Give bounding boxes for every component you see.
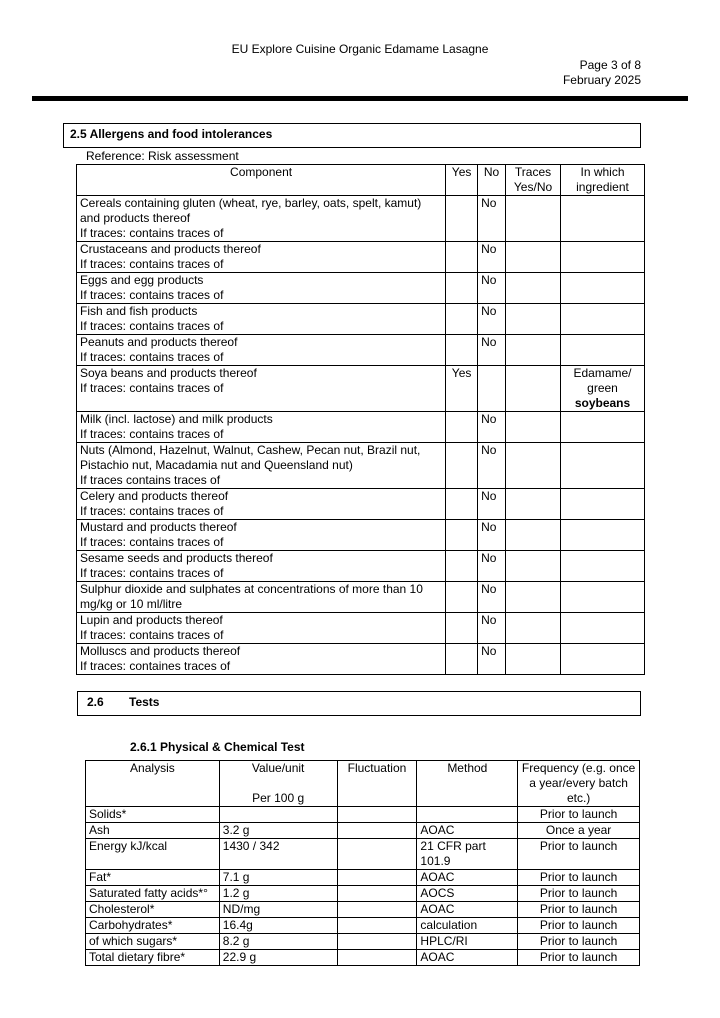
- col-analysis: Analysis: [86, 761, 220, 807]
- test-frequency: Prior to launch: [518, 886, 640, 902]
- allergen-row: [77, 273, 645, 304]
- section-heading-allergens: [63, 123, 641, 148]
- test-row: [86, 839, 640, 870]
- test-value: 1430 / 342: [219, 839, 337, 870]
- allergen-no: No: [478, 551, 506, 582]
- col-component: Component: [77, 165, 446, 196]
- section-heading-allergens-text: 2.5 Allergens and food intolerances: [70, 127, 273, 141]
- allergen-yes: [446, 242, 478, 273]
- allergen-traces: [506, 366, 561, 412]
- allergen-component: [77, 582, 446, 613]
- allergen-no: No: [478, 412, 506, 443]
- col-traces: Traces Yes/No: [506, 165, 561, 196]
- allergen-ingredient: [561, 443, 645, 489]
- test-value: 16.4g: [219, 918, 337, 934]
- allergen-row: [77, 489, 645, 520]
- col-method: Method: [417, 761, 518, 807]
- allergen-ingredient: [561, 196, 645, 242]
- test-frequency: Prior to launch: [518, 918, 640, 934]
- allergen-component-line: If traces: contains traces of: [80, 226, 224, 240]
- test-value: 8.2 g: [219, 934, 337, 950]
- page-number: Page 3 of 8: [579, 58, 641, 72]
- allergen-component-line: If traces: contains traces of: [80, 381, 224, 395]
- allergen-yes: Yes: [446, 366, 478, 412]
- test-analysis: of which sugars*: [86, 934, 220, 950]
- allergen-component-line: Fish and fish products: [80, 304, 198, 318]
- allergen-component: [77, 443, 446, 489]
- allergen-row: [77, 613, 645, 644]
- allergen-yes: [446, 489, 478, 520]
- allergen-no: No: [478, 613, 506, 644]
- allergen-component-line: Molluscs and products thereof: [80, 644, 241, 658]
- allergen-row: [77, 412, 645, 443]
- test-analysis: Saturated fatty acids*°: [86, 886, 220, 902]
- allergen-ingredient: [561, 520, 645, 551]
- allergen-component: [77, 335, 446, 366]
- test-method: AOCS: [417, 886, 518, 902]
- allergen-yes: [446, 273, 478, 304]
- allergen-row: [77, 644, 645, 675]
- allergen-row: [77, 520, 645, 551]
- allergen-traces: [506, 412, 561, 443]
- test-row: [86, 886, 640, 902]
- allergen-component-line: Eggs and egg products: [80, 273, 204, 287]
- test-analysis: Carbohydrates*: [86, 918, 220, 934]
- test-fluctuation: [337, 902, 417, 918]
- document-date: February 2025: [562, 73, 641, 87]
- allergen-component-line: Nuts (Almond, Hazelnut, Walnut, Cashew, Pecan nut, Brazil nut,: [80, 443, 421, 457]
- allergen-ingredient: [561, 242, 645, 273]
- allergen-yes: [446, 304, 478, 335]
- allergen-component-line: If traces: contains traces of: [80, 257, 224, 271]
- allergen-ingredient: [561, 273, 645, 304]
- allergen-component: [77, 644, 446, 675]
- allergen-no: No: [478, 582, 506, 613]
- test-analysis: Fat*: [86, 870, 220, 886]
- allergen-no: No: [478, 304, 506, 335]
- allergen-component: [77, 489, 446, 520]
- test-frequency: Prior to launch: [518, 839, 640, 870]
- allergen-ingredient: [561, 613, 645, 644]
- allergen-component-line: Sesame seeds and products thereof: [80, 551, 273, 565]
- test-frequency: Prior to launch: [518, 870, 640, 886]
- allergen-no: No: [478, 443, 506, 489]
- col-fluctuation: Fluctuation: [337, 761, 417, 807]
- allergen-ingredient: [561, 582, 645, 613]
- allergen-traces: [506, 196, 561, 242]
- allergen-no: No: [478, 335, 506, 366]
- allergen-yes: [446, 196, 478, 242]
- allergen-row: [77, 335, 645, 366]
- test-value: [219, 807, 337, 823]
- allergen-yes: [446, 551, 478, 582]
- allergen-row: [77, 196, 645, 242]
- allergen-component: [77, 304, 446, 335]
- test-frequency: Prior to launch: [518, 934, 640, 950]
- allergen-ingredient: [561, 366, 645, 412]
- col-yes: Yes: [446, 165, 478, 196]
- allergen-component-line: mg/kg or 10 ml/litre: [80, 597, 183, 611]
- test-method: HPLC/RI: [417, 934, 518, 950]
- allergen-no: [478, 366, 506, 412]
- section-heading-tests: [77, 691, 641, 716]
- test-row: [86, 870, 640, 886]
- test-value: 22.9 g: [219, 950, 337, 966]
- allergen-table-body: [77, 196, 645, 675]
- test-row: [86, 902, 640, 918]
- test-frequency: Prior to launch: [518, 902, 640, 918]
- col-frequency: Frequency (e.g. once a year/every batch etc.): [518, 761, 640, 807]
- test-frequency: Once a year: [518, 823, 640, 839]
- test-value: ND/mg: [219, 902, 337, 918]
- allergen-traces: [506, 304, 561, 335]
- test-value: 1.2 g: [219, 886, 337, 902]
- allergen-no: No: [478, 273, 506, 304]
- test-frequency: Prior to launch: [518, 807, 640, 823]
- allergen-yes: [446, 582, 478, 613]
- allergen-no: No: [478, 520, 506, 551]
- allergen-traces: [506, 489, 561, 520]
- allergen-component: [77, 412, 446, 443]
- allergen-ingredient-bold: soybeans: [574, 396, 631, 410]
- allergen-traces: [506, 644, 561, 675]
- allergen-ingredient: [561, 335, 645, 366]
- test-row: [86, 950, 640, 966]
- tests-table-body: [86, 807, 640, 966]
- allergen-row: [77, 242, 645, 273]
- allergen-component: [77, 242, 446, 273]
- subsection-heading: 2.6.1 Physical & Chemical Test: [130, 740, 305, 754]
- allergen-component: [77, 613, 446, 644]
- test-fluctuation: [337, 839, 417, 870]
- test-method: AOAC: [417, 902, 518, 918]
- allergen-component: [77, 196, 446, 242]
- col-per-100g: Per 100 g: [252, 791, 305, 805]
- allergen-component: [77, 551, 446, 582]
- test-value: 3.2 g: [219, 823, 337, 839]
- allergen-component-line: Cereals containing gluten (wheat, rye, barley, oats, spelt, kamut): [80, 196, 422, 210]
- allergen-yes: [446, 613, 478, 644]
- reference-note: Reference: Risk assessment: [86, 149, 239, 163]
- allergen-no: No: [478, 644, 506, 675]
- allergen-traces: [506, 242, 561, 273]
- test-row: [86, 918, 640, 934]
- allergen-component-line: If traces: contains traces of: [80, 566, 224, 580]
- header-rule: [32, 96, 688, 101]
- allergen-component-line: If traces: containes traces of: [80, 659, 231, 673]
- test-row: [86, 823, 640, 839]
- allergen-component-line: If traces: contains traces of: [80, 319, 224, 333]
- allergen-traces: [506, 613, 561, 644]
- section-number: 2.6: [87, 695, 104, 709]
- col-which-ingredient: In which ingredient: [561, 165, 645, 196]
- test-fluctuation: [337, 823, 417, 839]
- allergen-component-line: Sulphur dioxide and sulphates at concentrations of more than 10: [80, 582, 423, 596]
- test-method: AOAC: [417, 950, 518, 966]
- test-fluctuation: [337, 886, 417, 902]
- allergen-table: [76, 164, 645, 675]
- allergen-yes: [446, 443, 478, 489]
- tests-table: [85, 760, 640, 966]
- allergen-component-line: Mustard and products thereof: [80, 520, 237, 534]
- allergen-row: [77, 304, 645, 335]
- allergen-traces: [506, 443, 561, 489]
- allergen-no: No: [478, 489, 506, 520]
- allergen-row: [77, 443, 645, 489]
- allergen-component-line: If traces: contains traces of: [80, 350, 224, 364]
- allergen-yes: [446, 335, 478, 366]
- allergen-component-line: Lupin and products thereof: [80, 613, 223, 627]
- allergen-no: No: [478, 196, 506, 242]
- allergen-component-line: Pistachio nut, Macadamia nut and Queensland nut): [80, 458, 353, 472]
- allergen-row: [77, 366, 645, 412]
- allergen-row: [77, 551, 645, 582]
- col-value-unit-label: Value/unit: [251, 761, 305, 775]
- allergen-yes: [446, 520, 478, 551]
- test-analysis: Solids*: [86, 807, 220, 823]
- allergen-component: [77, 366, 446, 412]
- allergen-component-line: If traces: contains traces of: [80, 288, 224, 302]
- test-row: [86, 934, 640, 950]
- test-fluctuation: [337, 934, 417, 950]
- test-fluctuation: [337, 918, 417, 934]
- allergen-component-line: If traces: contains traces of: [80, 504, 224, 518]
- test-method: [417, 807, 518, 823]
- allergen-row: [77, 582, 645, 613]
- allergen-ingredient-text: Edamame/ green: [573, 366, 632, 395]
- allergen-no: No: [478, 242, 506, 273]
- test-analysis: Ash: [86, 823, 220, 839]
- allergen-yes: [446, 644, 478, 675]
- test-fluctuation: [337, 807, 417, 823]
- allergen-component-line: Soya beans and products thereof: [80, 366, 257, 380]
- col-value-unit: [219, 761, 337, 807]
- allergen-component-line: If traces contains traces of: [80, 473, 221, 487]
- allergen-component-line: If traces: contains traces of: [80, 535, 224, 549]
- test-frequency: Prior to launch: [518, 950, 640, 966]
- allergen-component-line: Peanuts and products thereof: [80, 335, 238, 349]
- test-analysis: Total dietary fibre*: [86, 950, 220, 966]
- test-fluctuation: [337, 950, 417, 966]
- allergen-ingredient: [561, 551, 645, 582]
- allergen-component-line: Celery and products thereof: [80, 489, 229, 503]
- allergen-traces: [506, 551, 561, 582]
- test-fluctuation: [337, 870, 417, 886]
- allergen-component-line: Milk (incl. lactose) and milk products: [80, 412, 273, 426]
- section-heading-tests-text: Tests: [129, 695, 160, 709]
- test-value: 7.1 g: [219, 870, 337, 886]
- allergen-component-line: If traces: contains traces of: [80, 427, 224, 441]
- allergen-component-line: If traces: contains traces of: [80, 628, 224, 642]
- test-analysis: Energy kJ/kcal: [86, 839, 220, 870]
- allergen-component: [77, 273, 446, 304]
- test-method: AOAC: [417, 823, 518, 839]
- test-row: [86, 807, 640, 823]
- allergen-table-header: [77, 165, 645, 196]
- allergen-component-line: and products thereof: [80, 211, 191, 225]
- test-method: 21 CFR part 101.9: [417, 839, 518, 870]
- allergen-ingredient: [561, 412, 645, 443]
- col-no: No: [478, 165, 506, 196]
- allergen-traces: [506, 335, 561, 366]
- test-analysis: Cholesterol*: [86, 902, 220, 918]
- allergen-component-line: Crustaceans and products thereof: [80, 242, 261, 256]
- allergen-ingredient: [561, 489, 645, 520]
- allergen-yes: [446, 412, 478, 443]
- allergen-traces: [506, 582, 561, 613]
- allergen-traces: [506, 520, 561, 551]
- allergen-ingredient: [561, 304, 645, 335]
- allergen-ingredient: [561, 644, 645, 675]
- allergen-traces: [506, 273, 561, 304]
- tests-table-header: [86, 761, 640, 807]
- allergen-component: [77, 520, 446, 551]
- test-method: calculation: [417, 918, 518, 934]
- test-method: AOAC: [417, 870, 518, 886]
- document-title: EU Explore Cuisine Organic Edamame Lasagne: [231, 42, 489, 56]
